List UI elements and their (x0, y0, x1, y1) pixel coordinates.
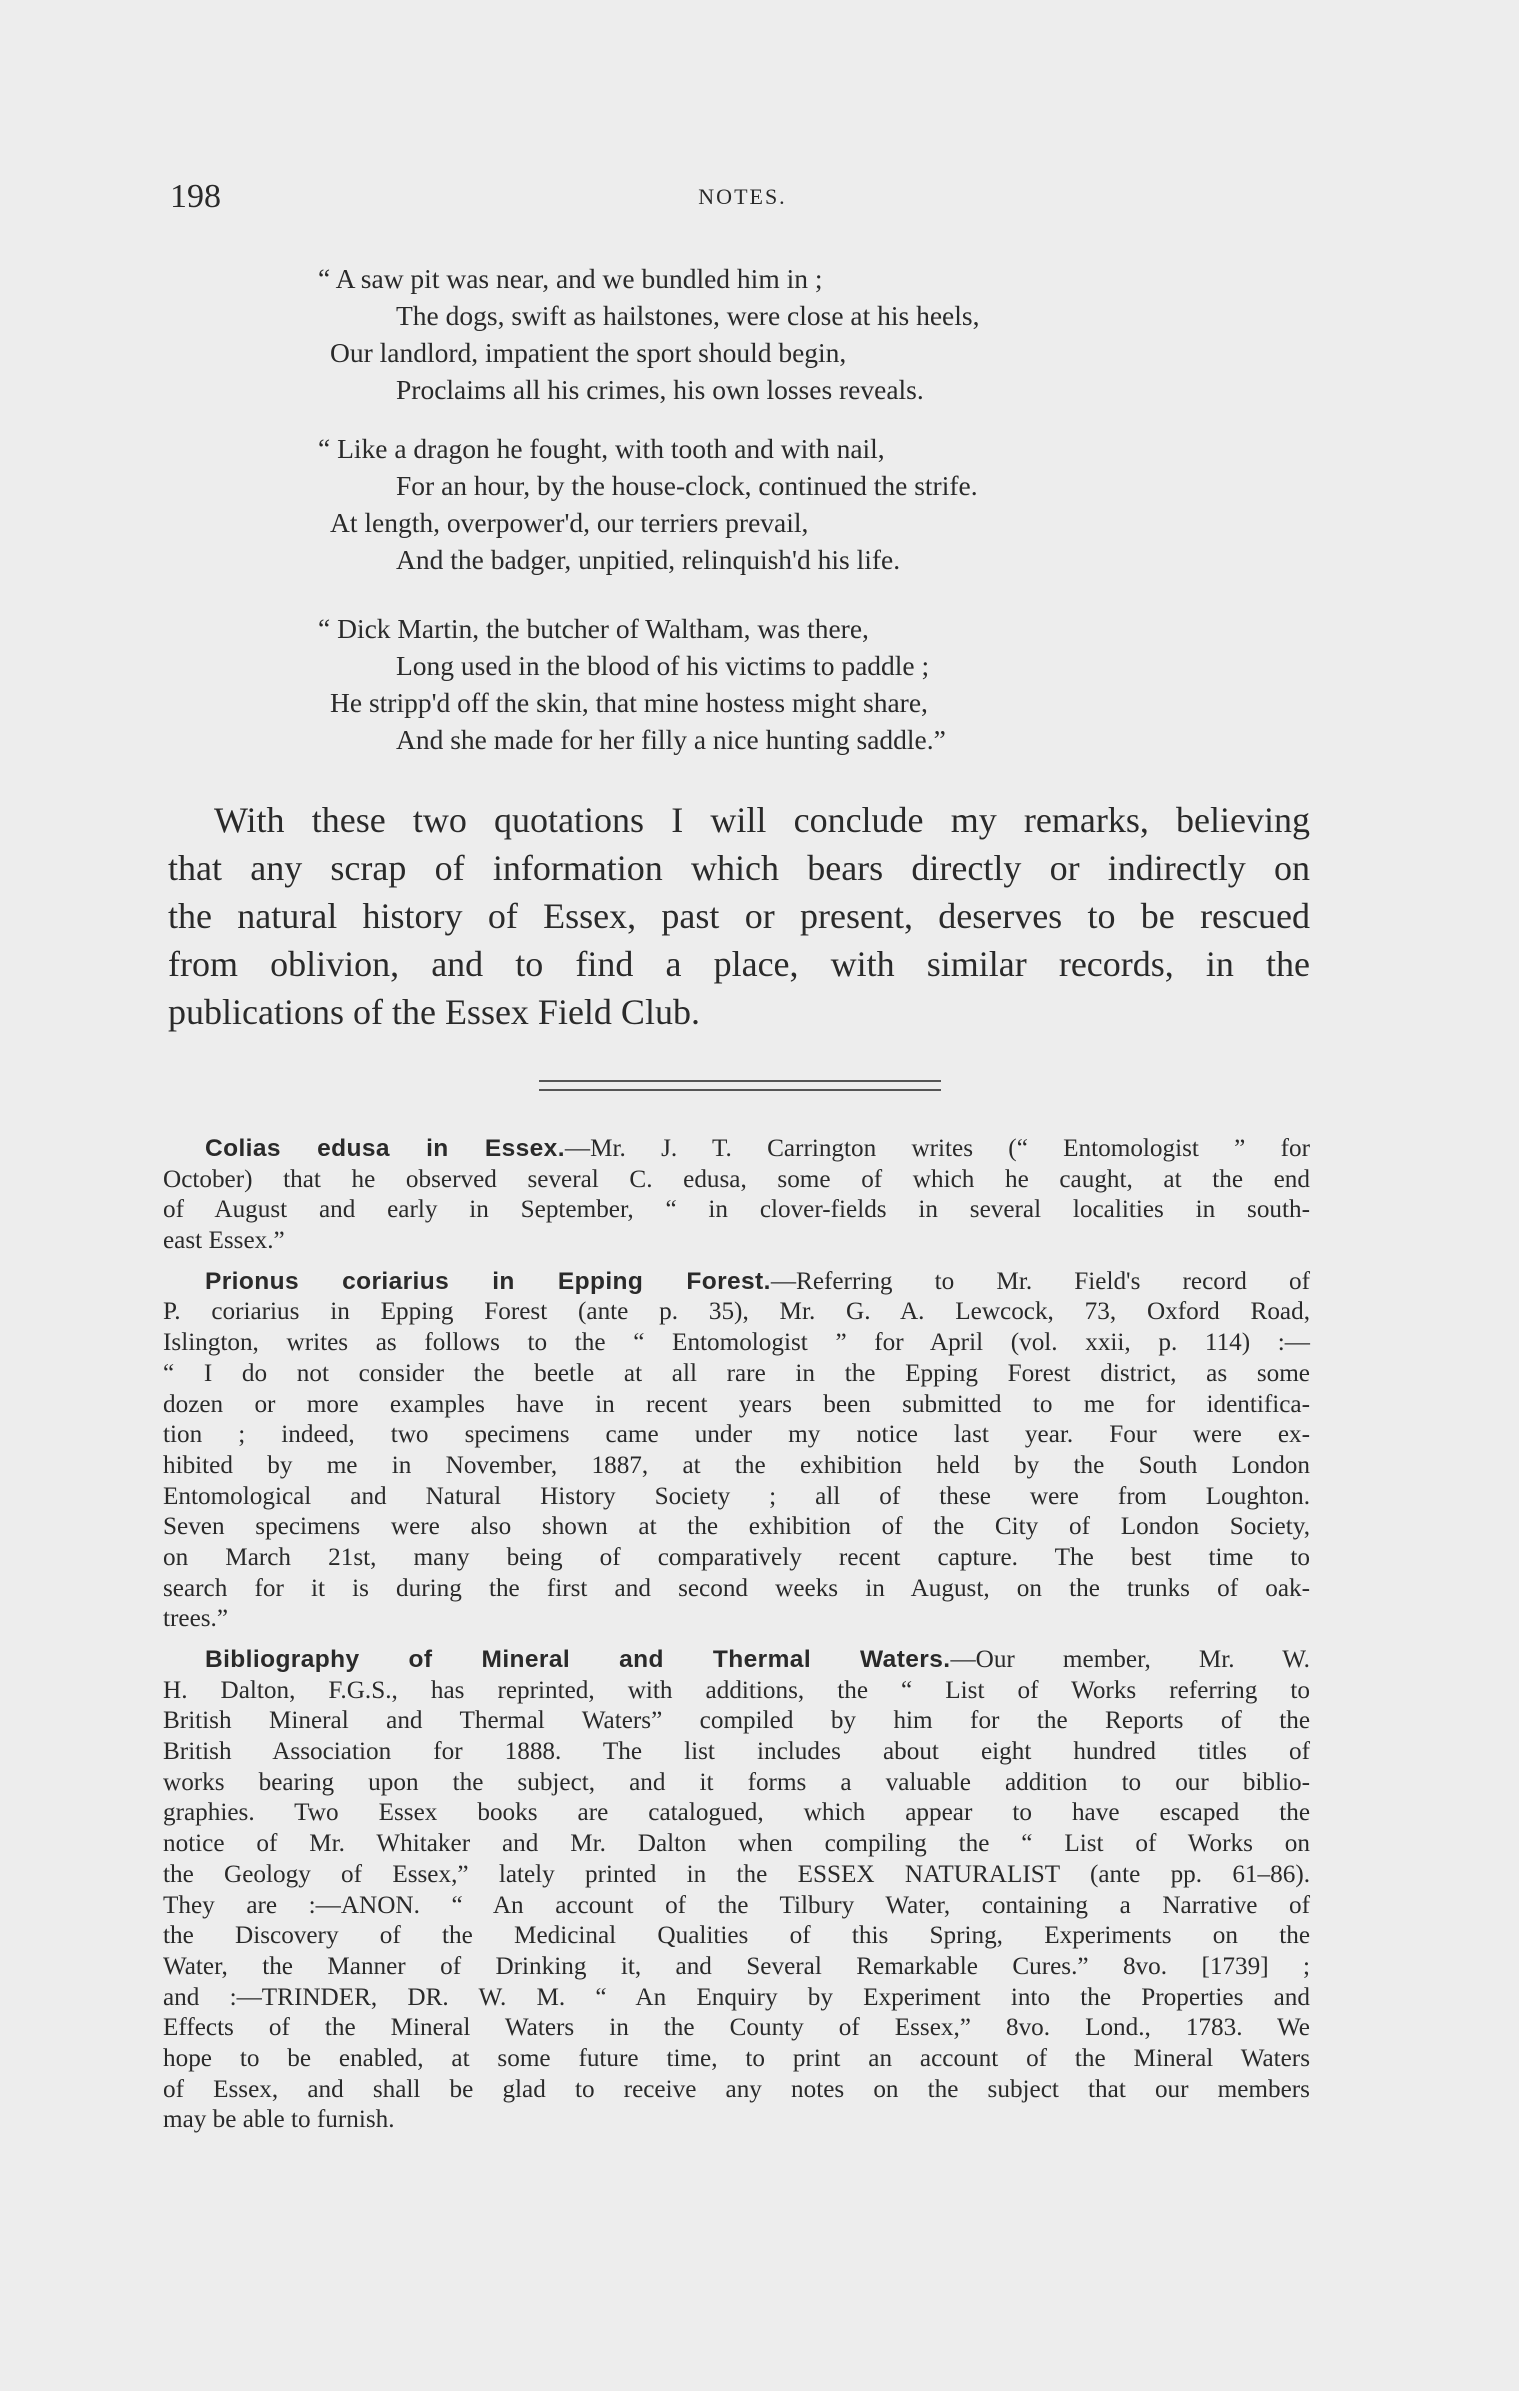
note-line: tion ; indeed, two specimens came under my notice last year. Four were ex- (163, 1421, 1310, 1449)
note-prionus-coriarius (163, 1267, 1310, 1635)
note-line: Water, the Manner of Drinking it, and Several Remarkable Cures.” 8vo. [1739] ; (163, 1952, 1310, 1980)
note-line: the Geology of Essex,” lately printed in the ESSEX NATURALIST (ante pp. 61–86). (163, 1860, 1310, 1888)
verse-line: Our landlord, impatient the sport should begin, (330, 337, 847, 368)
note-line: P. coriarius in Epping Forest (ante p. 35), Mr. G. A. Lewcock, 73, Oxford Road, (163, 1298, 1310, 1326)
note-line: on March 21st, many being of comparatively recent capture. The best time to (163, 1543, 1310, 1571)
running-title: NOTES. (698, 184, 787, 209)
section-divider (539, 1080, 941, 1091)
closing-paragraph (168, 796, 1310, 1036)
verse-line: Proclaims all his crimes, his own losses reveals. (396, 374, 924, 405)
verse-line: And the badger, unpitied, relinquish'd his life. (396, 544, 901, 575)
paragraph-line: publications of the Essex Field Club. (168, 992, 700, 1032)
note-line (163, 1267, 1310, 1298)
notes-section (163, 1134, 1310, 2146)
note-line: Seven specimens were also shown at the exhibition of the City of London Society, (163, 1513, 1310, 1541)
verse-line: At length, overpower'd, our terriers prevail, (330, 507, 809, 538)
note-line: of August and early in September, “ in clover-fields in several localities in south- (163, 1196, 1310, 1224)
paragraph-line: that any scrap of information which bears directly or indirectly on (168, 848, 1310, 888)
note-line: They are :—ANON. “ An account of the Tilbury Water, containing a Narrative of (163, 1891, 1310, 1919)
note-line (163, 1134, 1310, 1165)
note-heading: Colias edusa in Essex. (205, 1135, 565, 1162)
paragraph-line: the natural history of Essex, past or present, deserves to be rescued (168, 896, 1310, 936)
verse-stanza-2 (318, 430, 1290, 578)
paragraph-line: With these two quotations I will conclude my remarks, believing (214, 800, 1310, 840)
note-line: October) that he observed several C. edusa, some of which he caught, at the end (163, 1165, 1310, 1193)
note-colias-edusa (163, 1134, 1310, 1257)
note-line: hope to be enabled, at some future time, to print an account of the Mineral Waters (163, 2044, 1310, 2072)
paragraph-line: from oblivion, and to find a place, with similar records, in the (168, 944, 1310, 984)
verse-line: For an hour, by the house-clock, continued the strife. (396, 470, 978, 501)
note-text: —Mr. J. T. Carrington writes (“ Entomologist ” for (564, 1135, 1310, 1162)
note-line: British Association for 1888. The list includes about eight hundred titles of (163, 1738, 1310, 1766)
verse-stanza-1 (318, 260, 1290, 408)
running-head (170, 178, 1315, 222)
verse-line: And she made for her filly a nice hunting saddle.” (396, 724, 946, 755)
verse-line: “ Dick Martin, the butcher of Waltham, was there, (318, 613, 869, 644)
note-line: Entomological and Natural History Society ; all of these were from Loughton. (163, 1482, 1310, 1510)
note-line: Islington, writes as follows to the “ Entomologist ” for April (vol. xxii, p. 114) :— (163, 1329, 1310, 1357)
note-line: and :—TRINDER, DR. W. M. “ An Enquiry by Experiment into the Properties and (163, 1983, 1310, 2011)
verse-line: The dogs, swift as hailstones, were close at his heels, (396, 300, 980, 331)
note-line: hibited by me in November, 1887, at the exhibition held by the South London (163, 1451, 1310, 1479)
note-line: graphies. Two Essex books are catalogued, which appear to have escaped the (163, 1799, 1310, 1827)
note-text: —Referring to Mr. Field's record of (770, 1267, 1310, 1295)
note-line: of Essex, and shall be glad to receive any notes on the subject that our members (163, 2075, 1310, 2103)
note-line: British Mineral and Thermal Waters” compiled by him for the Reports of the (163, 1707, 1310, 1735)
verse-line: Long used in the blood of his victims to paddle ; (396, 650, 930, 681)
note-line: the Discovery of the Medicinal Qualities of this Spring, Experiments on the (163, 1922, 1310, 1950)
verse-line: “ Like a dragon he fought, with tooth and with nail, (318, 433, 885, 464)
note-line: works bearing upon the subject, and it forms a valuable addition to our biblio- (163, 1768, 1310, 1796)
note-line (163, 1645, 1310, 1676)
note-line: may be able to furnish. (163, 2106, 395, 2134)
verse-line: He stripp'd off the skin, that mine hostess might share, (330, 687, 928, 718)
note-line: dozen or more examples have in recent years been submitted to me for identifica- (163, 1390, 1310, 1418)
verse-line: “ A saw pit was near, and we bundled him in ; (318, 263, 823, 294)
note-line: east Essex.” (163, 1227, 285, 1255)
note-line: H. Dalton, F.G.S., has reprinted, with additions, the “ List of Works referring to (163, 1676, 1310, 1704)
note-line: Effects of the Mineral Waters in the County of Essex,” 8vo. Lond., 1783. We (163, 2014, 1310, 2042)
note-mineral-waters (163, 1645, 1310, 2136)
page-number: 198 (170, 178, 221, 215)
note-heading: Prionus coriarius in Epping Forest. (205, 1267, 771, 1295)
note-heading: Bibliography of Mineral and Thermal Waters. (205, 1646, 951, 1673)
note-line: “ I do not consider the beetle at all rare in the Epping Forest district, as some (163, 1359, 1310, 1387)
verse-stanza-3 (318, 610, 1290, 758)
note-line: search for it is during the first and second weeks in August, on the trunks of oak- (163, 1574, 1310, 1602)
note-line: notice of Mr. Whitaker and Mr. Dalton when compiling the “ List of Works on (163, 1830, 1310, 1858)
note-line: trees.” (163, 1605, 229, 1633)
note-text: —Our member, Mr. W. (950, 1646, 1310, 1673)
